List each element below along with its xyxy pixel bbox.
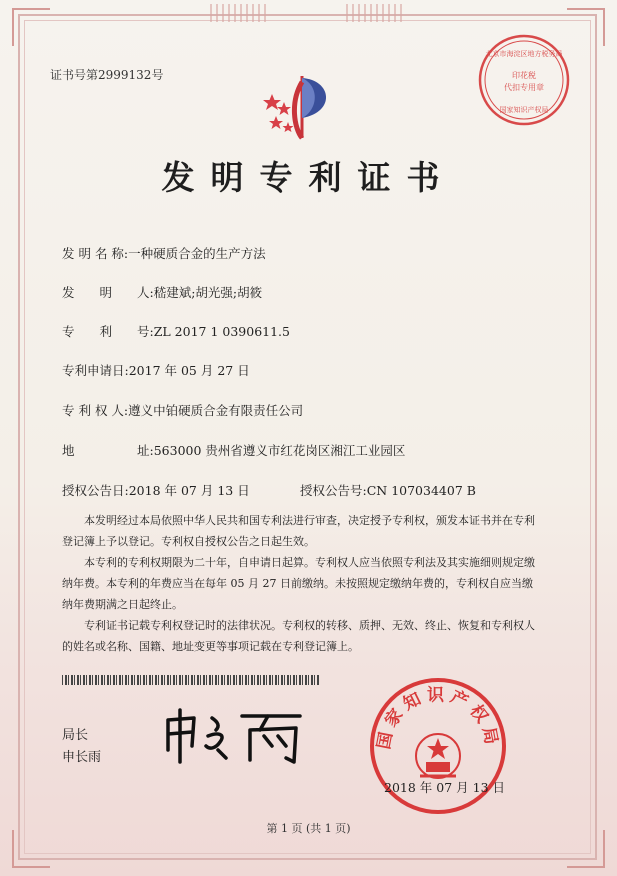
field-value: 2017 年 05 月 27 日: [128, 363, 250, 378]
body-paragraph: 专利证书记载专利权登记时的法律状况。专利权的转移、质押、无效、终止、恢复和专利权人的姓名或名称、国籍、地址变更等事项记载在专利登记簿上。: [62, 619, 535, 653]
field-label: 发 明 人:: [62, 285, 154, 300]
field-patentee: [62, 401, 303, 419]
barcode: [62, 675, 320, 685]
certificate-title: 发明专利证书: [161, 158, 456, 197]
field-application-date: [62, 361, 250, 379]
body-paragraph: 本发明经过本局依照中华人民共和国专利法进行审查，决定授予专利权，颁发本证书并在专利登记簿上予以登记。专利权自授权公告之日起生效。: [62, 514, 535, 548]
field-value: 一种硬质合金的生产方法: [128, 246, 266, 261]
field-inventors: [62, 283, 262, 301]
field-value: 563000 贵州省遵义市红花岗区湘江工业园区: [153, 443, 406, 458]
field-value: 2018 年 07 月 13 日: [128, 483, 250, 498]
field-label: 专利申请日:: [62, 363, 129, 378]
field-grant-date: [62, 481, 250, 499]
field-grant-publication-number: [300, 481, 476, 499]
field-invention-name: [62, 244, 266, 262]
field-patent-number: [62, 322, 290, 340]
field-value: CN 107034407 B: [366, 483, 476, 498]
svg-text:国家知识产权局: 国家知识产权局: [374, 685, 502, 751]
field-value: 遵义中铂硬质合金有限责任公司: [128, 403, 304, 418]
field-label: 专 利 号:: [62, 324, 154, 339]
certificate-number: 证书号第2999132号: [50, 68, 164, 82]
svg-text:印花税: 印花税: [512, 71, 536, 80]
page-footer: 第 1 页 (共 1 页): [266, 822, 351, 835]
field-label: 发 明 名 称:: [62, 246, 129, 261]
seal-date: 2018 年 07 月 13 日: [384, 780, 505, 795]
director-title: 局长: [62, 728, 89, 743]
corner-ornament-top-left: [12, 8, 50, 46]
svg-text:北京市海淀区地方税务局: 北京市海淀区地方税务局: [485, 50, 563, 58]
tax-stamp-seal: [476, 32, 572, 128]
body-paragraph: 本专利的专利权期限为二十年，自申请日起算。专利权人应当依照专利法及其实施细则规定缴纳年费。本专利的年费应当在每年 05 月 27 日前缴纳。未按照规定缴纳年费的，专利权自应当缴纳年费期满之日起终止。: [62, 556, 535, 611]
corner-ornament-top-right: [567, 8, 605, 46]
top-ornament-right: [346, 4, 406, 22]
field-label: 专 利 权 人:: [62, 403, 129, 418]
field-value: 嵇建斌;胡光强;胡筱: [153, 285, 263, 300]
top-ornament-left: [210, 4, 270, 22]
field-address: [62, 441, 405, 459]
certificate-body-text: [62, 510, 542, 657]
svg-text:代扣专用章: 代扣专用章: [504, 83, 544, 92]
field-label: 授权公告日:: [62, 483, 129, 498]
field-label: 地 址:: [62, 443, 154, 458]
field-value: ZL 2017 1 0390611.5: [153, 324, 290, 339]
director-signature: [160, 706, 310, 766]
director-name: 申长雨: [62, 750, 102, 765]
svg-text:国家知识产权局: 国家知识产权局: [499, 106, 549, 114]
cnipa-logo: [262, 72, 342, 142]
field-label: 授权公告号:: [300, 483, 367, 498]
